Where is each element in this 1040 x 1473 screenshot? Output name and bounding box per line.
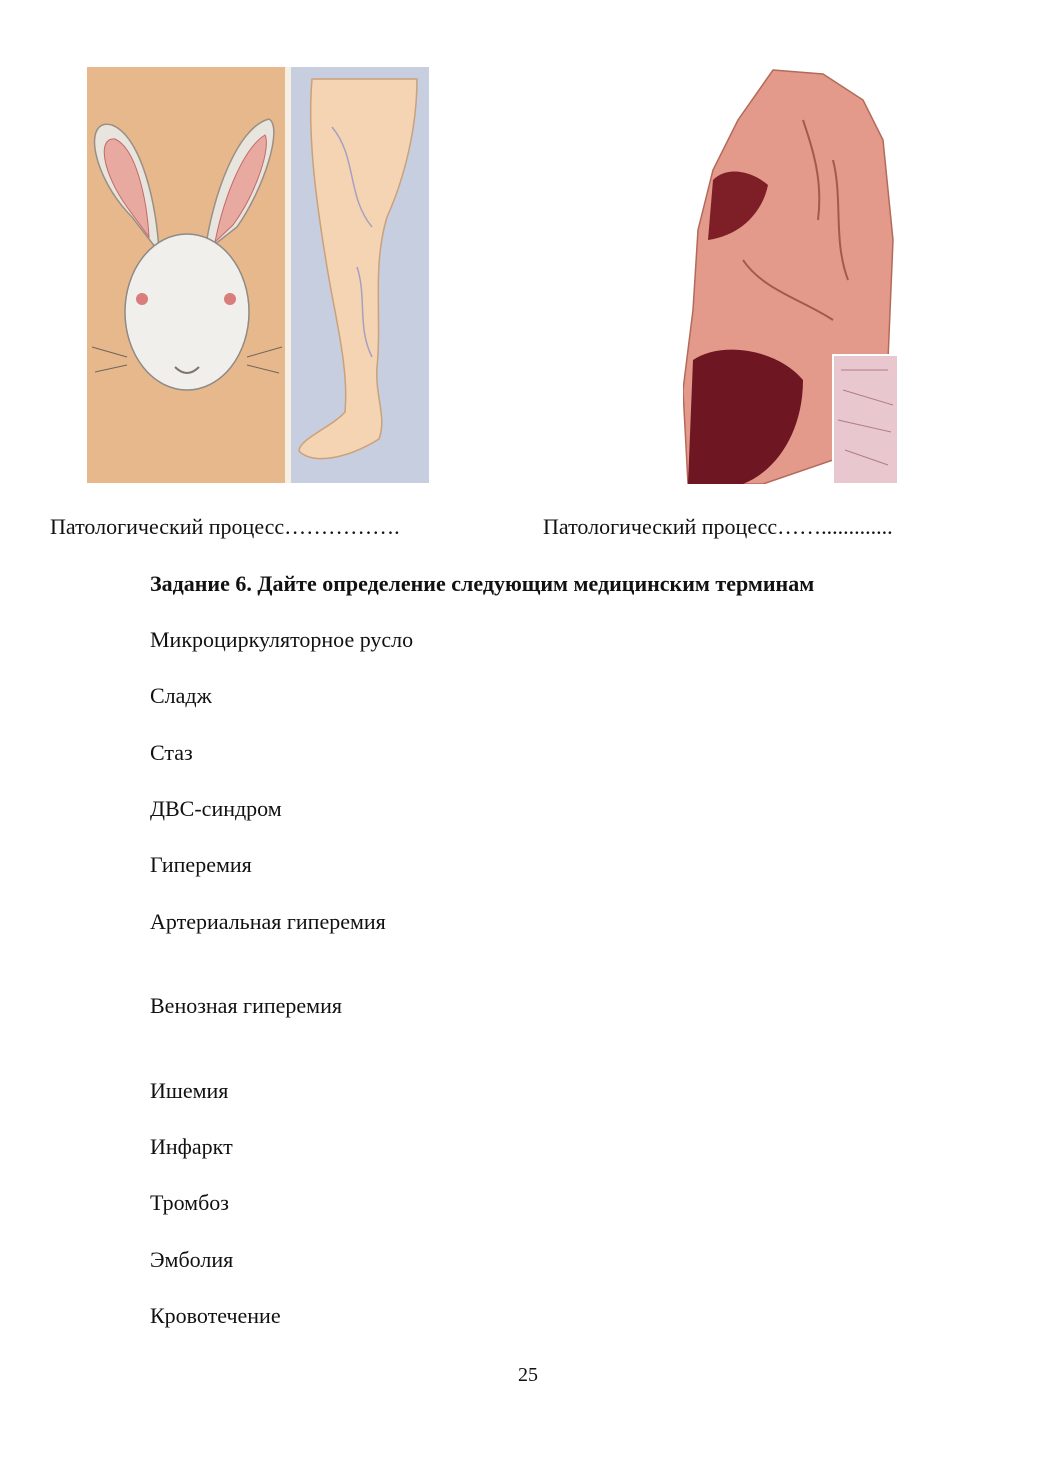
task-heading: Задание 6. Дайте определение следующим медицинским терминам xyxy=(150,571,815,596)
term-venous-hyperemia: Венозная гиперемия xyxy=(150,993,342,1018)
term-sludge: Сладж xyxy=(150,683,212,708)
term-thrombosis: Тромбоз xyxy=(150,1190,229,1215)
right-figure-caption: Патологический процесс……............. xyxy=(543,514,893,539)
term-arterial-hyperemia: Артериальная гиперемия xyxy=(150,909,386,934)
term-stasis: Стаз xyxy=(150,740,193,765)
term-ischemia: Ишемия xyxy=(150,1078,229,1103)
page-number: 25 xyxy=(518,1364,538,1386)
left-figure-caption: Патологический процесс……………. xyxy=(50,514,400,539)
term-microcirculation: Микроциркуляторное русло xyxy=(150,627,414,652)
term-embolism: Эмболия xyxy=(150,1247,234,1272)
term-dic-syndrome: ДВС-синдром xyxy=(150,796,282,821)
term-hyperemia: Гиперемия xyxy=(150,852,252,877)
rabbit-and-leg-illustration xyxy=(87,67,429,483)
lung-infarct-illustration xyxy=(683,60,898,484)
term-infarction: Инфаркт xyxy=(150,1134,233,1159)
term-hemorrhage: Кровотечение xyxy=(150,1303,281,1328)
